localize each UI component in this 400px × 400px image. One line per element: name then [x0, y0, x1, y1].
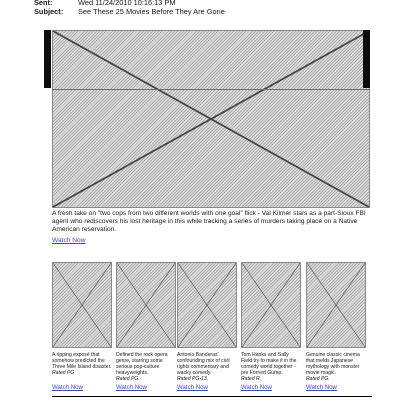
- movie-caption: [116, 352, 176, 382]
- movie-description: Defined the rock opera genre, starring some serious pop-culture heavyweights.: [116, 352, 168, 376]
- movie-watch-now-link[interactable]: Watch Now: [116, 384, 147, 391]
- sent-value: Wed 11/24/2010 10:16:13 PM: [78, 0, 176, 7]
- featured-right-bar: [363, 30, 370, 88]
- movie-description: Antonio Banderas' confounding mix of civil rights commentary and wacky comedy.: [177, 352, 230, 376]
- subject-value: See These 25 Movies Before They Are Gone: [78, 7, 225, 16]
- movie-poster[interactable]: [241, 262, 301, 348]
- movie-poster[interactable]: [116, 262, 176, 348]
- image-placeholder-icon: [307, 263, 365, 347]
- movie-card: [241, 262, 301, 394]
- image-placeholder-icon: [53, 263, 111, 347]
- movie-caption: [52, 352, 112, 376]
- movie-caption: [177, 352, 237, 382]
- movie-poster[interactable]: [177, 262, 237, 348]
- movie-card: [306, 262, 366, 394]
- sent-label: Sent:: [34, 0, 53, 7]
- movie-rating: Rated PG-13.: [177, 376, 209, 382]
- movie-watch-now-link[interactable]: Watch Now: [306, 384, 337, 391]
- movie-poster[interactable]: [306, 262, 366, 348]
- movie-description: A ripping exposé that somehow predicted the Three Mile Island disaster.: [52, 352, 112, 370]
- movie-watch-now-link[interactable]: Watch Now: [177, 384, 208, 391]
- subject-label: Subject:: [34, 7, 64, 16]
- movie-rating: Rated PG: [52, 370, 75, 376]
- featured-description: A fresh take on "two cops from two different worlds with one goal" flick - Val Kilmer stars as a part-Sioux FBI agent who rediscovers his lost heritage in this while tracking a series of murders taking place on a Native American reservation.: [52, 210, 366, 234]
- featured-movie-image[interactable]: [52, 30, 370, 208]
- image-placeholder-icon: [178, 263, 236, 347]
- bottom-divider: [52, 396, 372, 397]
- movie-card: [177, 262, 237, 394]
- movie-rating: Rated R.: [241, 376, 262, 382]
- movie-description: Genuine classic cinema that melds Japanese mythology with monster movie magic.: [306, 352, 360, 376]
- image-placeholder-icon: [53, 31, 369, 207]
- movie-caption: [241, 352, 301, 382]
- featured-left-bar: [44, 30, 51, 88]
- image-placeholder-icon: [117, 263, 175, 347]
- movie-watch-now-link[interactable]: Watch Now: [52, 384, 83, 391]
- movie-description: Tom Hanks and Sally Field try to make it in the comedy world together - pre Forrest Gump.: [241, 352, 297, 376]
- featured-watch-now-link[interactable]: Watch Now: [52, 237, 86, 244]
- email-subject-row: [34, 7, 225, 16]
- movie-rating: Rated PG.: [306, 376, 330, 382]
- movie-rating: Rated PG.: [116, 376, 140, 382]
- email-sent-row: [34, 0, 176, 7]
- movie-caption: [306, 352, 366, 382]
- movie-card: [116, 262, 176, 394]
- movie-poster[interactable]: [52, 262, 112, 348]
- featured-divider: [52, 89, 370, 90]
- movie-watch-now-link[interactable]: Watch Now: [241, 384, 272, 391]
- image-placeholder-icon: [242, 263, 300, 347]
- movie-card: [52, 262, 112, 394]
